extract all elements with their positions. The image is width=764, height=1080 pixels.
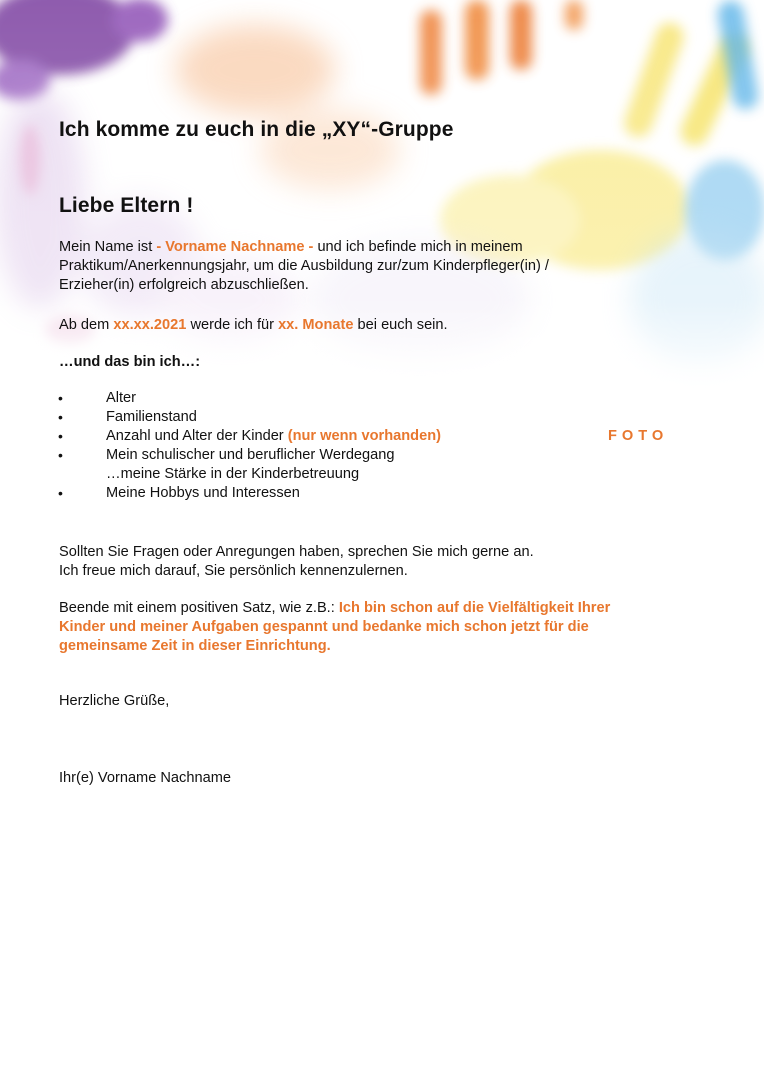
- list-item-education-sub: …meine Stärke in der Kinderbetreuung: [106, 466, 360, 482]
- list-item-marital-status: Familienstand: [106, 409, 197, 425]
- bullet-icon: •: [58, 409, 63, 425]
- period-pre: Ab dem: [59, 317, 114, 333]
- list-item-hobbies: Meine Hobbys und Interessen: [106, 485, 300, 501]
- intro-pre: Mein Name ist: [59, 239, 157, 255]
- period-post: bei euch sein.: [353, 317, 448, 333]
- period-line: [59, 316, 448, 335]
- period-mid: werde ich für: [186, 317, 279, 333]
- intro-line-1: [59, 238, 523, 257]
- list-item-children-label: Anzahl und Alter der Kinder: [106, 428, 288, 444]
- period-duration-placeholder: xx. Monate: [278, 317, 354, 333]
- signature: Ihr(e) Vorname Nachname: [59, 770, 231, 786]
- intro-line-3: Erzieher(in) erfolgreich abzuschließen.: [59, 277, 309, 293]
- about-heading: …und das bin ich…:: [59, 354, 201, 370]
- closing-example-1: Ich bin schon auf die Vielfältigkeit Ihrer: [338, 600, 611, 616]
- salutation: Liebe Eltern !: [59, 194, 194, 217]
- closing-hint-line-1: [59, 599, 610, 618]
- page-title: Ich komme zu euch in die „XY“-Gruppe: [59, 118, 454, 141]
- photo-placeholder: FOTO: [608, 428, 669, 444]
- questions-line-1: Sollten Sie Fragen oder Anregungen haben, sprechen Sie mich gerne an.: [59, 544, 534, 560]
- list-item-age: Alter: [106, 390, 137, 406]
- period-date-placeholder: xx.xx.2021: [113, 317, 187, 333]
- closing-hint-pre: Beende mit einem positiven Satz, wie z.B.:: [59, 600, 339, 616]
- intro-name-placeholder: - Vorname Nachname -: [156, 239, 314, 255]
- bullet-icon: •: [58, 485, 63, 501]
- questions-line-2: Ich freue mich darauf, Sie persönlich kennenzulernen.: [59, 563, 408, 579]
- list-item-education: Mein schulischer und beruflicher Werdegang: [106, 447, 395, 463]
- bullet-icon: •: [58, 390, 63, 406]
- closing-example-2: Kinder und meiner Aufgaben gespannt und bedanke mich schon jetzt für die: [59, 619, 589, 635]
- bullet-icon: •: [58, 428, 63, 444]
- closing-example-3: gemeinsame Zeit in dieser Einrichtung.: [59, 638, 331, 654]
- list-item-children-note: (nur wenn vorhanden): [287, 428, 441, 444]
- intro-post: und ich befinde mich in meinem: [313, 239, 523, 255]
- list-item-children: [106, 428, 441, 444]
- greeting: Herzliche Grüße,: [59, 693, 170, 709]
- intro-line-2: Praktikum/Anerkennungsjahr, um die Ausbildung zur/zum Kinderpfleger(in) /: [59, 258, 549, 274]
- bullet-icon: •: [58, 447, 63, 463]
